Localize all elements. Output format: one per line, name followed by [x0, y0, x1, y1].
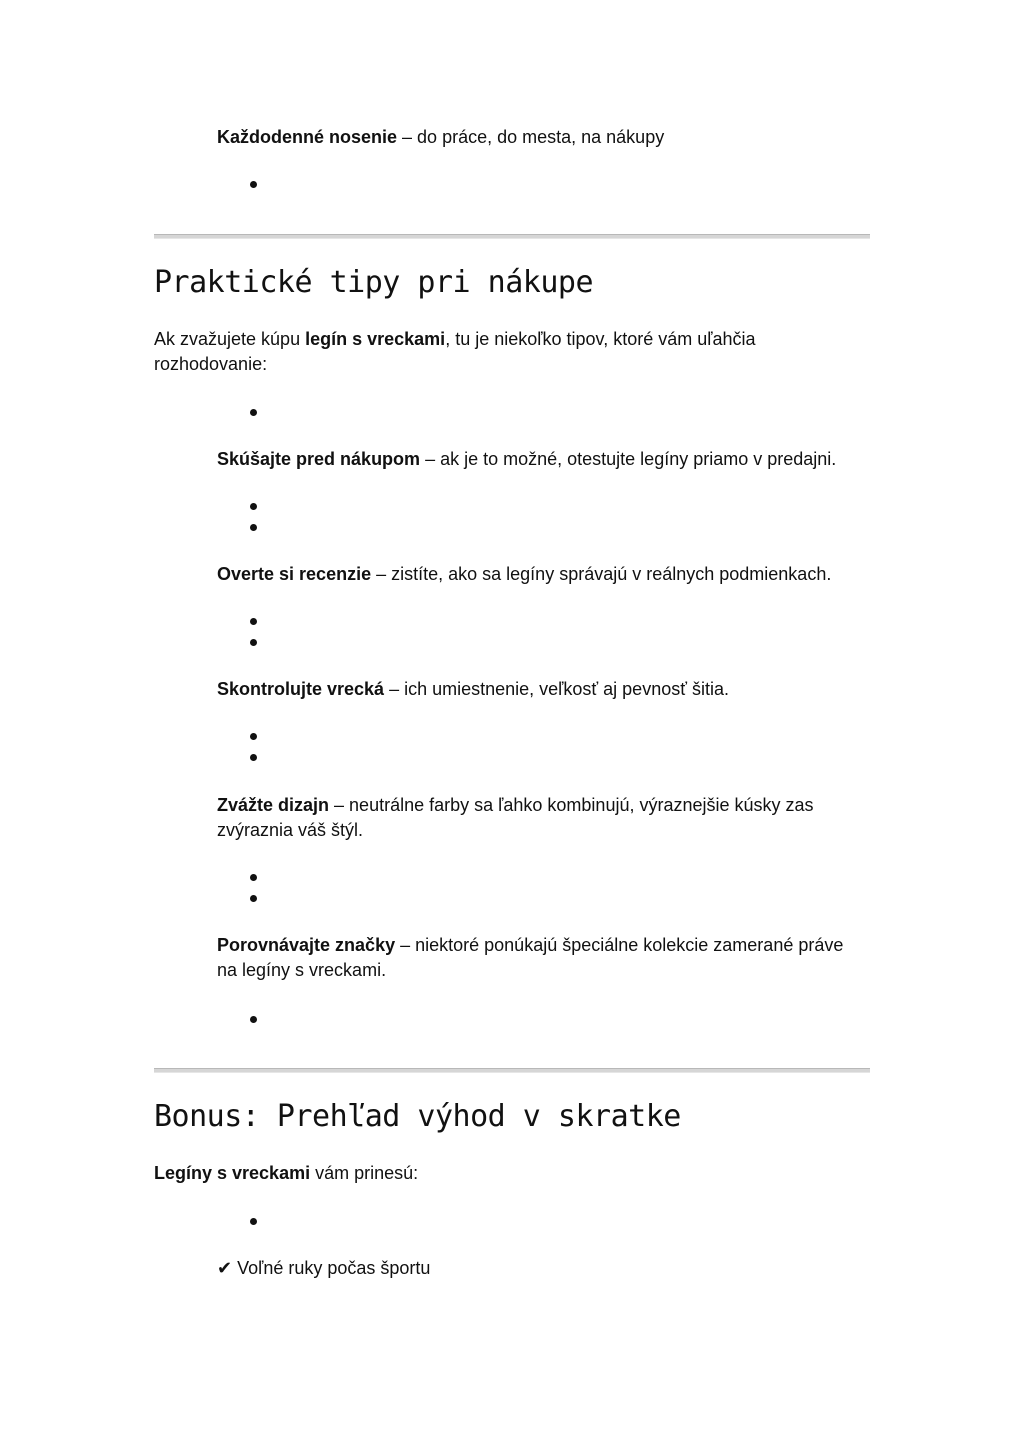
- horizontal-rule: [154, 1068, 870, 1073]
- benefit-item: ✔ Voľné ruky počas športu: [217, 1258, 431, 1278]
- bullet-marker: [250, 409, 257, 416]
- bullet-marker: [250, 639, 257, 646]
- bullet-marker: [250, 618, 257, 625]
- tip-title: Porovnávajte značky: [217, 935, 396, 955]
- tip-item: [217, 933, 843, 958]
- intro-text-2: , tu je niekoľko tipov, ktoré vám uľahčia: [445, 329, 756, 349]
- bullet-marker: [250, 874, 257, 881]
- intro-bold: legín s vreckami: [305, 329, 446, 349]
- bullet-marker: [250, 1016, 257, 1023]
- tip-text: – niektoré ponúkajú špeciálne kolekcie zamerané práve: [395, 935, 844, 955]
- bullet-marker: [250, 181, 257, 188]
- tip-item: [217, 562, 831, 587]
- list-item-everyday-wear: [217, 125, 664, 150]
- intro-bold: Legíny s vreckami: [154, 1163, 311, 1183]
- section-heading-tips: Praktické tipy pri nákupe: [154, 265, 594, 300]
- section-intro-line2: rozhodovanie:: [154, 354, 268, 374]
- tip-text: – zistíte, ako sa legíny správajú v reálnych podmienkach.: [371, 564, 832, 584]
- intro-text: vám prinesú:: [310, 1163, 419, 1183]
- tip-text: – ak je to možné, otestujte legíny priamo v predajni.: [420, 449, 837, 469]
- bullet-marker: [250, 754, 257, 761]
- tip-title: Zvážte dizajn: [217, 795, 330, 815]
- tip-item: [217, 793, 814, 818]
- bullet-marker: [250, 503, 257, 510]
- bullet-marker: [250, 895, 257, 902]
- tip-text: – neutrálne farby sa ľahko kombinujú, výraznejšie kúsky zas: [329, 795, 814, 815]
- item-text: – do práce, do mesta, na nákupy: [397, 127, 665, 147]
- tip-item-line2: na legíny s vreckami.: [217, 960, 387, 980]
- tip-item: [217, 447, 836, 472]
- intro-text: Ak zvažujete kúpu: [154, 329, 306, 349]
- bullet-marker: [250, 1218, 257, 1225]
- tip-title: Skontrolujte vrecká: [217, 679, 385, 699]
- section-heading-bonus: Bonus: Prehľad výhod v skratke: [154, 1099, 681, 1134]
- tip-item-line2: zvýraznia váš štýl.: [217, 820, 364, 840]
- tip-text: – ich umiestnenie, veľkosť aj pevnosť šitia.: [384, 679, 729, 699]
- section-intro: [154, 327, 756, 352]
- item-title: Každodenné nosenie: [217, 127, 398, 147]
- tip-title: Skúšajte pred nákupom: [217, 449, 421, 469]
- horizontal-rule: [154, 234, 870, 239]
- tip-item: [217, 677, 729, 702]
- bullet-marker: [250, 733, 257, 740]
- bullet-marker: [250, 524, 257, 531]
- tip-title: Overte si recenzie: [217, 564, 372, 584]
- section-intro: [154, 1161, 418, 1186]
